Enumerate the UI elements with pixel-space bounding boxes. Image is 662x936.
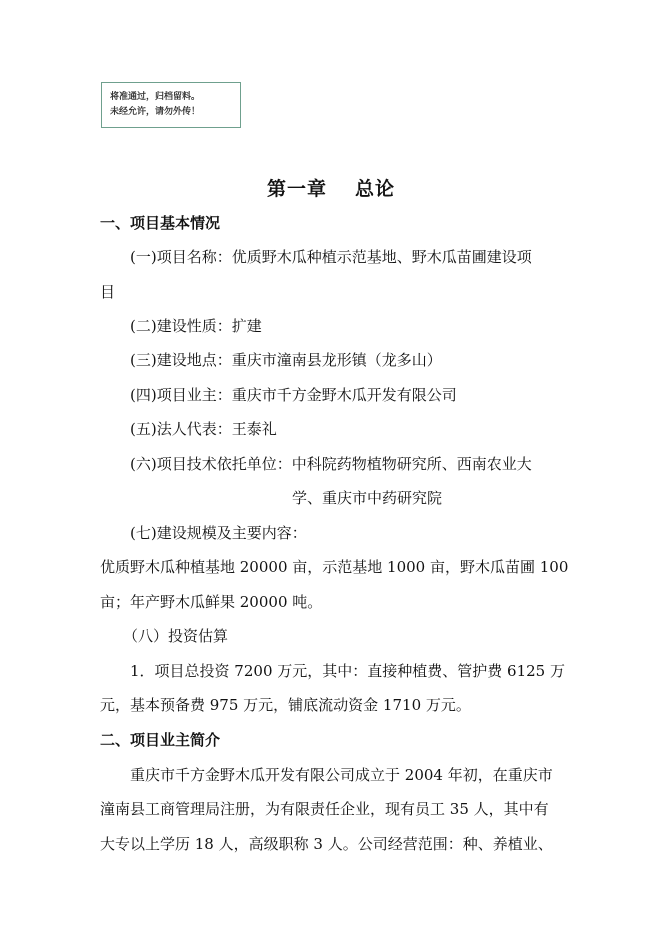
section-heading-basic-info: 一、项目基本情况 bbox=[100, 214, 221, 232]
paragraph-scale-heading: (七)建设规模及主要内容： bbox=[130, 524, 307, 542]
chapter-name: 总论 bbox=[355, 178, 396, 200]
paragraph-investment-heading: （八）投资估算 bbox=[123, 627, 229, 645]
chapter-title bbox=[0, 174, 662, 201]
paragraph-owner-intro-line-2: 潼南县工商管理局注册，为有限责任企业，现有员工 35 人，其中有 bbox=[100, 800, 549, 818]
paragraph-construction-type: (二)建设性质：扩建 bbox=[130, 317, 262, 335]
paragraph-scale-line-2: 亩；年产野木瓜鲜果 20000 吨。 bbox=[100, 593, 323, 611]
approval-stamp bbox=[101, 82, 241, 128]
paragraph-owner-intro-line-3: 大专以上学历 18 人，高级职称 3 人。公司经营范围：种、养植业、 bbox=[100, 835, 553, 853]
stamp-line-1: 将准通过，归档留料。 bbox=[110, 92, 201, 102]
section-heading-owner-intro: 二、项目业主简介 bbox=[100, 731, 221, 749]
paragraph-owner: (四)项目业主：重庆市千方金野木瓜开发有限公司 bbox=[130, 386, 457, 404]
paragraph-tech-support-cont: 学、重庆市中药研究院 bbox=[292, 489, 443, 507]
paragraph-legal-rep: (五)法人代表：王泰礼 bbox=[130, 420, 277, 438]
paragraph-project-name-cont: 目 bbox=[100, 283, 116, 301]
paragraph-location: (三)建设地点：重庆市潼南县龙形镇（龙多山） bbox=[130, 351, 442, 369]
paragraph-scale-line-1: 优质野木瓜种植基地 20000 亩，示范基地 1000 亩，野木瓜苗圃 100 bbox=[100, 558, 569, 576]
paragraph-investment-line-2: 元，基本预备费 975 万元，铺底流动资金 1710 万元。 bbox=[100, 696, 471, 714]
paragraph-owner-intro-line-1: 重庆市千方金野木瓜开发有限公司成立于 2004 年初，在重庆市 bbox=[130, 766, 553, 784]
paragraph-investment-line-1: 1．项目总投资 7200 万元，其中：直接种植费、管护费 6125 万 bbox=[130, 662, 565, 680]
stamp-line-2: 未经允许，请勿外传！ bbox=[110, 107, 201, 117]
paragraph-tech-support: (六)项目技术依托单位：中科院药物植物研究所、西南农业大 bbox=[130, 455, 532, 473]
chapter-number: 第一章 bbox=[266, 178, 327, 200]
paragraph-project-name: (一)项目名称：优质野木瓜种植示范基地、野木瓜苗圃建设项 bbox=[130, 248, 532, 266]
